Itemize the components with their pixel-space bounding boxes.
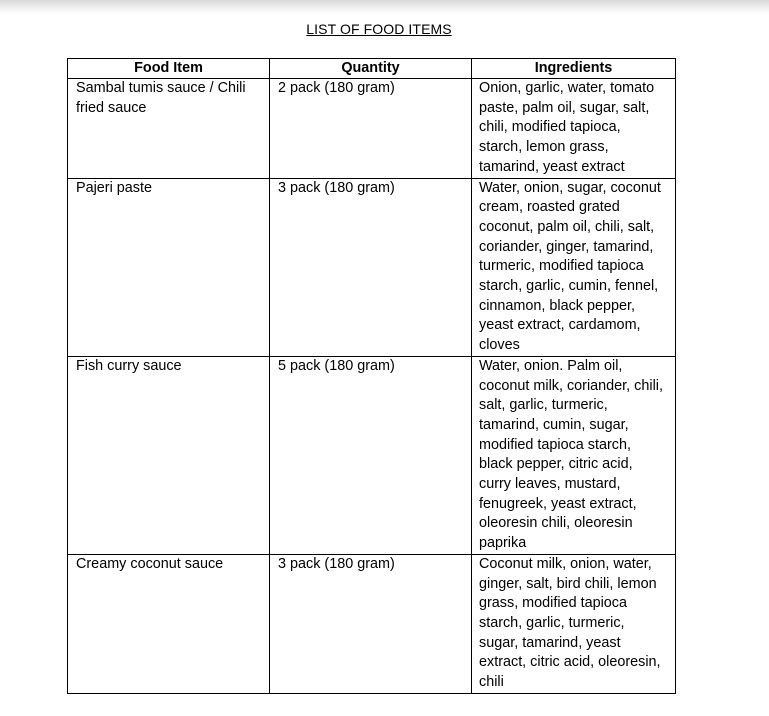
table-header-row (68, 59, 676, 79)
quantity-cell: 2 pack (180 gram) (270, 79, 472, 179)
quantity-cell: 5 pack (180 gram) (270, 356, 472, 554)
food-item-cell: Pajeri paste (68, 178, 270, 356)
page-top-edge (0, 0, 769, 14)
header-food-item: Food Item (68, 59, 270, 79)
header-ingredients: Ingredients (472, 59, 676, 79)
food-item-cell: Sambal tumis sauce / Chili fried sauce (68, 79, 270, 179)
table-row (68, 79, 676, 179)
food-item-cell: Fish curry sauce (68, 356, 270, 554)
table-row (68, 554, 676, 693)
ingredients-cell: Water, onion, sugar, coconut cream, roasted grated coconut, palm oil, chili, salt, coriander, ginger, tamarind, turmeric, modified tapioca starch, garlic, cumin, fennel, cinnamon, black pepper, yeast extract, cardamom, cloves (472, 178, 676, 356)
table-row (68, 356, 676, 554)
quantity-cell: 3 pack (180 gram) (270, 554, 472, 693)
quantity-cell: 3 pack (180 gram) (270, 178, 472, 356)
header-quantity: Quantity (270, 59, 472, 79)
food-item-cell: Creamy coconut sauce (68, 554, 270, 693)
ingredients-cell: Onion, garlic, water, tomato paste, palm oil, sugar, salt, chili, modified tapioca, starch, lemon grass, tamarind, yeast extract (472, 79, 676, 179)
food-items-table (67, 58, 676, 694)
table-row (68, 178, 676, 356)
ingredients-cell: Coconut milk, onion, water, ginger, salt, bird chili, lemon grass, modified tapioca starch, garlic, turmeric, sugar, tamarind, yeast extract, citric acid, oleoresin, chili (472, 554, 676, 693)
ingredients-cell: Water, onion. Palm oil, coconut milk, coriander, chili, salt, garlic, turmeric, tamarind, cumin, sugar, modified tapioca starch, black pepper, citric acid, curry leaves, mustard, fenugreek, yeast extract, oleoresin chili, oleoresin paprika (472, 356, 676, 554)
document-title: LIST OF FOOD ITEMS (306, 21, 452, 37)
